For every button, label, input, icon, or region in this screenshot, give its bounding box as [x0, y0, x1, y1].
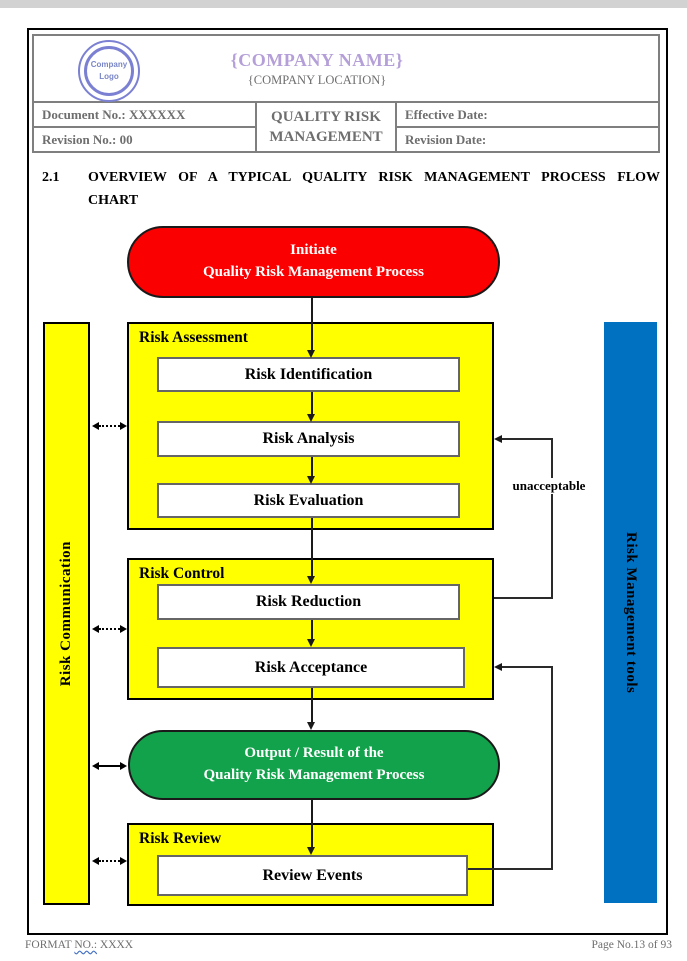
footer-format-suffix: XXXX	[97, 939, 134, 951]
arrowhead-right-icon	[120, 422, 127, 430]
unacceptable-label: unacceptable	[503, 478, 595, 494]
doc-title-cell	[255, 103, 397, 151]
feedback2-line	[551, 666, 553, 870]
arrowhead-down-icon	[307, 847, 315, 855]
arrow-reduction-to-acceptance	[311, 620, 313, 640]
flow-start-node	[127, 226, 500, 298]
arrowhead-left-icon	[92, 625, 99, 633]
dates-column	[397, 103, 658, 151]
start-line1: Initiate	[290, 242, 337, 259]
step-risk-identification: Risk Identification	[157, 357, 460, 392]
dotted-line	[99, 860, 120, 862]
arrowhead-down-icon	[307, 576, 315, 584]
document-header-table	[32, 34, 660, 153]
company-logo-icon	[78, 40, 140, 102]
dotted-line	[99, 628, 120, 630]
arrow-start-to-identification	[311, 298, 313, 351]
start-line2: Quality Risk Management Process	[203, 264, 424, 280]
feedback1-line	[494, 597, 553, 599]
arrow-evaluation-to-reduction	[311, 518, 313, 577]
risk-communication-label: Risk Communication	[58, 540, 74, 687]
step-risk-reduction: Risk Reduction	[157, 584, 460, 620]
arrowhead-right-icon	[120, 857, 127, 865]
arrowhead-down-icon	[307, 476, 315, 484]
step-risk-acceptance: Risk Acceptance	[157, 647, 465, 688]
arrowhead-left-icon	[92, 857, 99, 865]
arrowhead-right-icon	[120, 762, 127, 770]
effective-date: Effective Date:	[397, 103, 658, 128]
logo-line1: Company	[90, 60, 128, 69]
solid-line	[99, 765, 120, 767]
page-top-margin	[0, 0, 687, 8]
footer-format-prefix: FORMAT	[25, 939, 75, 951]
arrowhead-down-icon	[307, 639, 315, 647]
document-no: Document No.: XXXXXX	[34, 103, 255, 128]
arrow-acceptance-to-output	[311, 688, 313, 723]
risk-assessment-label: Risk Assessment	[139, 329, 248, 346]
arrow-analysis-to-evaluation	[311, 457, 313, 477]
header-row-docinfo	[34, 103, 658, 151]
header-row-company	[34, 36, 658, 103]
arrowhead-down-icon	[307, 722, 315, 730]
arrowhead-left-icon	[494, 435, 502, 443]
company-location: {COMPANY LOCATION}	[247, 72, 387, 87]
risk-management-tools-bar	[604, 322, 657, 903]
arrow-output-to-review	[311, 800, 313, 848]
risk-management-tools-label: Risk Management tools	[623, 531, 639, 694]
logo-line2: Logo	[99, 72, 119, 81]
arrowhead-left-icon	[92, 422, 99, 430]
output-line1: Output / Result of the	[244, 745, 384, 762]
footer-page-number: Page No.13 of 93	[591, 939, 672, 951]
doc-title-line2: MANAGEMENT	[269, 129, 383, 145]
section-title: OVERVIEW OF A TYPICAL QUALITY RISK MANAGEMENT PROCESS FLOW CHART	[88, 170, 660, 208]
arrowhead-left-icon	[92, 762, 99, 770]
revision-no: Revision No.: 00	[42, 131, 133, 147]
comm-link-control	[92, 624, 127, 633]
doc-title-line1: QUALITY RISK	[271, 108, 381, 125]
arrowhead-down-icon	[307, 414, 315, 422]
feedback1-line	[551, 438, 553, 599]
section-number: 2.1	[42, 170, 60, 185]
arrowhead-left-icon	[494, 663, 502, 671]
output-line2: Quality Risk Management Process	[203, 767, 425, 783]
page-footer	[25, 939, 672, 951]
company-name: {COMPANY NAME}	[230, 49, 404, 70]
footer-format-flagged: NO.:	[74, 939, 98, 951]
arrow-identification-to-analysis	[311, 392, 313, 415]
comm-link-output	[92, 761, 127, 770]
step-risk-evaluation: Risk Evaluation	[157, 483, 460, 518]
company-logo-text	[84, 46, 134, 96]
arrowhead-right-icon	[120, 625, 127, 633]
footer-format-no	[25, 939, 133, 951]
comm-link-assessment	[92, 421, 127, 430]
feedback2-line	[468, 868, 553, 870]
section-heading	[42, 166, 662, 212]
step-risk-analysis: Risk Analysis	[157, 421, 460, 457]
revision-date: Revision Date:	[405, 131, 487, 147]
step-review-events: Review Events	[157, 855, 468, 896]
comm-link-review	[92, 856, 127, 865]
risk-communication-bar	[43, 322, 90, 905]
risk-control-label: Risk Control	[139, 565, 225, 582]
dotted-line	[99, 425, 120, 427]
arrowhead-down-icon	[307, 350, 315, 358]
doc-number-column	[34, 103, 255, 151]
feedback2-line	[500, 666, 553, 668]
flow-output-node	[128, 730, 500, 800]
risk-review-label: Risk Review	[139, 830, 222, 847]
feedback1-line	[500, 438, 553, 440]
